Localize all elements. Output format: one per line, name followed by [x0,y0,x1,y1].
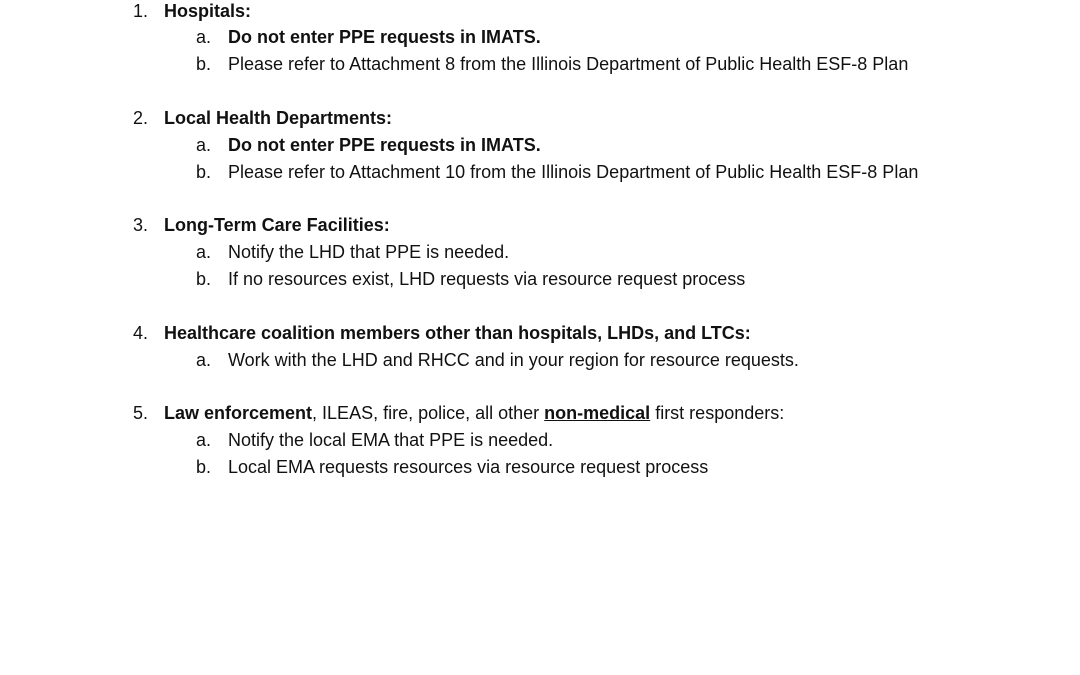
item-letter: b. [196,54,212,74]
item-letter: a. [196,242,212,262]
item-letter: a. [196,27,212,47]
item-text: Local EMA requests resources via resource request process [228,457,709,477]
item-letter: b. [196,457,212,477]
item-letter: a. [196,350,212,370]
section-heading: Local Health Departments: [164,108,393,128]
section-heading: Hospitals: [164,1,252,21]
heading-bold-start: Law enforcement [164,403,313,423]
section-heading: Long-Term Care Facilities: [164,215,390,235]
section-number: 2. [133,108,149,128]
section-heading [164,402,784,424]
section-heading: Healthcare coalition members other than hospitals, LHDs, and LTCs: [164,323,751,343]
item-text: Do not enter PPE requests in IMATS. [228,27,541,47]
item-text: Do not enter PPE requests in IMATS. [228,135,541,155]
heading-middle: , ILEAS, fire, police, all other [312,403,545,423]
heading-end: first responders: [650,403,785,423]
item-text: Please refer to Attachment 8 from the Illinois Department of Public Health ESF-8 Plan [228,54,909,74]
section-number: 4. [133,323,149,343]
section-number: 3. [133,215,149,235]
item-text: Please refer to Attachment 10 from the Illinois Department of Public Health ESF-8 Plan [228,162,919,182]
heading-bold-underlined: non-medical [544,403,651,423]
item-letter: a. [196,430,212,450]
section-number: 1. [133,1,149,21]
item-text: Notify the local EMA that PPE is needed. [228,430,554,450]
item-letter: a. [196,135,212,155]
item-text: Notify the LHD that PPE is needed. [228,242,510,262]
item-letter: b. [196,162,212,182]
item-text: If no resources exist, LHD requests via resource request process [228,269,746,289]
item-letter: b. [196,269,212,289]
item-text: Work with the LHD and RHCC and in your region for resource requests. [228,350,799,370]
section-number: 5. [133,403,149,423]
